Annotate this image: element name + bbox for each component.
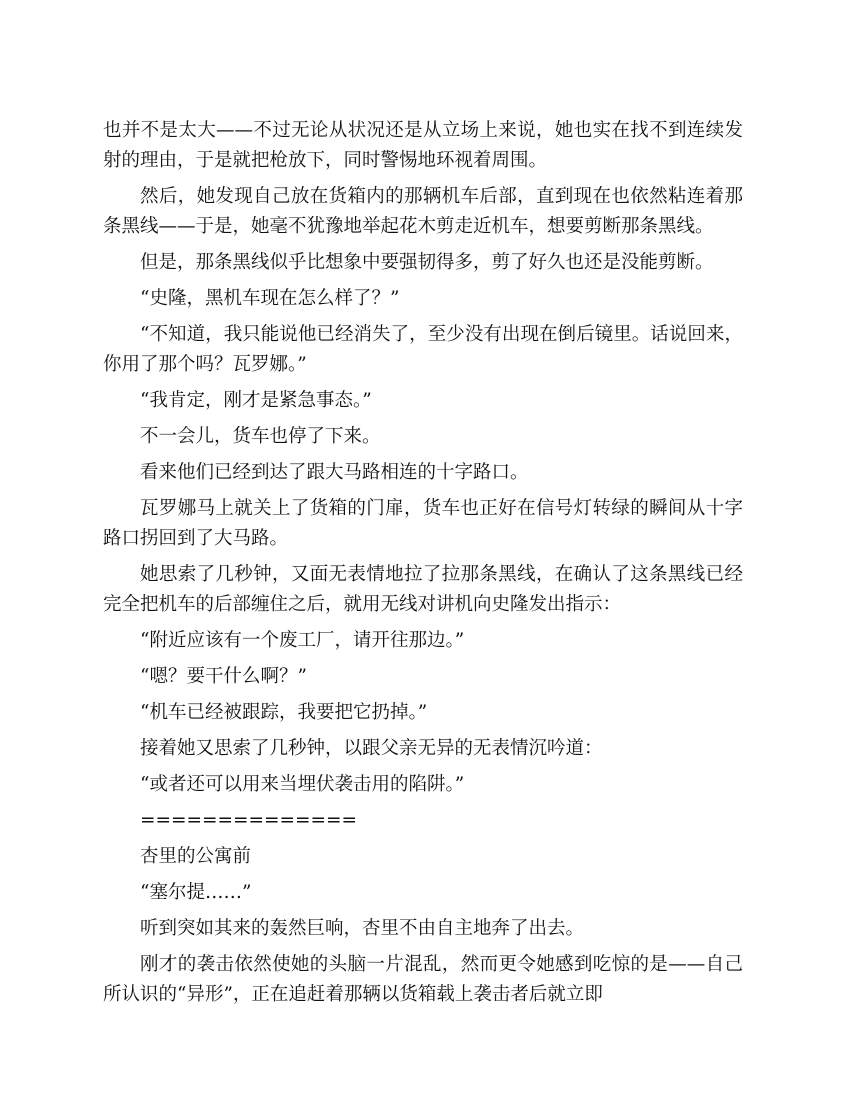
dialogue-line: “嗯？要干什么啊？” [140, 666, 307, 687]
dialogue-line: “附近应该有一个废工厂，请开往那边。” [140, 630, 465, 651]
section-heading: 杏里的公寓前 [140, 846, 252, 867]
paragraph: 但是，那条黑线似乎比想象中要强韧得多，剪了好久也还是没能剪断。 [140, 252, 714, 273]
dialogue-line: “塞尔提……” [140, 882, 252, 903]
paragraph: 她思索了几秒钟，又面无表情地拉了拉那条黑线，在确认了这条黑线已经完全把机车的后部缠住之后，就用无线对讲机向史隆发出指示： [103, 564, 743, 615]
paragraph: 接着她又思索了几秒钟，以跟父亲无异的无表情沉吟道： [140, 738, 603, 759]
paragraph: 刚才的袭击依然使她的头脑一片混乱，然而更令她感到吃惊的是——自己所认识的“异形”，正在追赶着那辆以货箱载上袭击者后就立即 [103, 954, 743, 1005]
dialogue-line: “我肯定，刚才是紧急事态。” [140, 390, 372, 411]
paragraph: 瓦罗娜马上就关上了货箱的门扉，货车也正好在信号灯转绿的瞬间从十字路口拐回到了大马路。 [103, 498, 743, 549]
dialogue-line: “或者还可以用来当埋伏袭击用的陷阱。” [140, 774, 465, 795]
section-divider: ============== [140, 810, 358, 831]
paragraph: 不一会儿，货车也停了下来。 [140, 426, 381, 447]
paragraph: 听到突如其来的轰然巨响，杏里不由自主地奔了出去。 [140, 918, 585, 939]
paragraph: 然后，她发现自己放在货箱内的那辆机车后部，直到现在也依然粘连着那条黑线——于是，她毫不犹豫地举起花木剪走近机车，想要剪断那条黑线。 [103, 186, 743, 237]
dialogue-line: “史隆，黑机车现在怎么样了？” [140, 288, 400, 309]
paragraph: 也并不是太大——不过无论从状况还是从立场上来说，她也实在找不到连续发射的理由，于是就把枪放下，同时警惕地环视着周围。 [103, 120, 743, 171]
dialogue-line: “机车已经被跟踪，我要把它扔掉。” [140, 702, 428, 723]
paragraph: 看来他们已经到达了跟大马路相连的十字路口。 [140, 462, 529, 483]
document-page [103, 116, 743, 1016]
dialogue-line: “不知道，我只能说他已经消失了，至少没有出现在倒后镜里。话说回来，你用了那个吗？瓦罗娜。” [103, 324, 743, 375]
